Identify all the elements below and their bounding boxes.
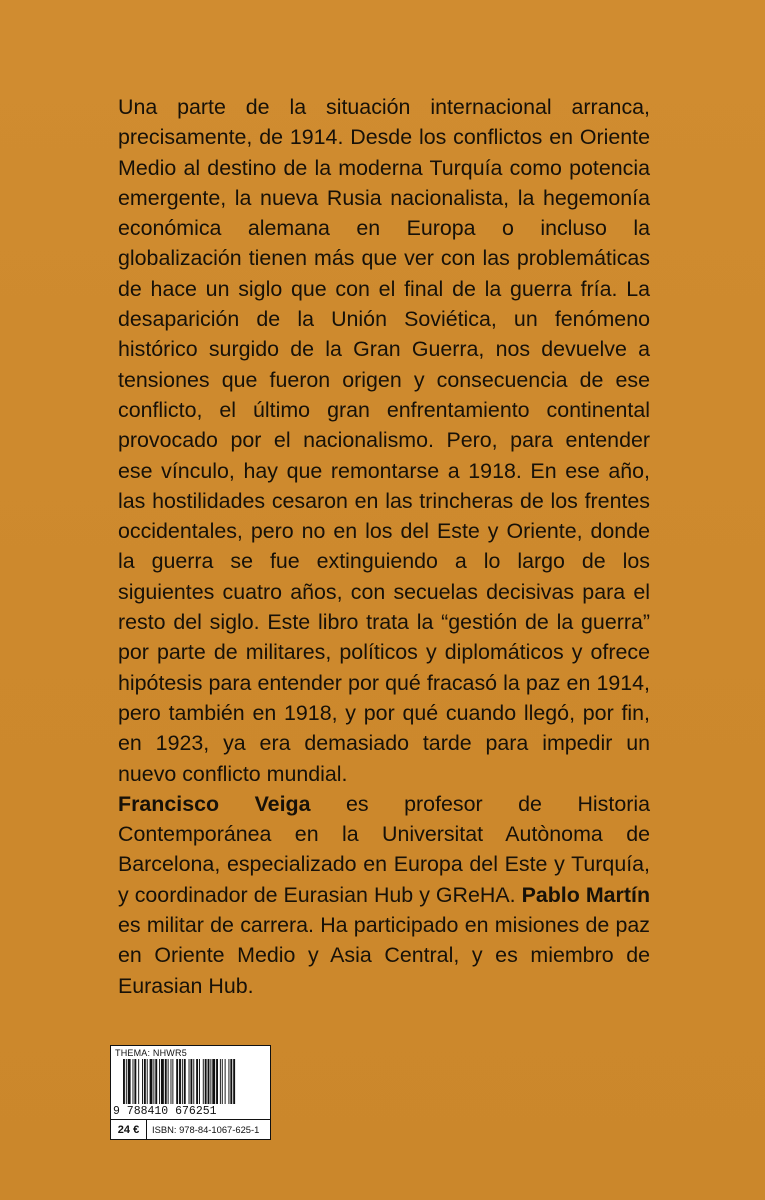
thema-code: THEMA: NHWR5 bbox=[115, 1048, 187, 1058]
barcode-bar bbox=[171, 1059, 172, 1104]
barcode-bar bbox=[134, 1059, 136, 1104]
barcode-bar bbox=[184, 1059, 186, 1104]
barcode-bar bbox=[161, 1059, 164, 1104]
barcode-bar bbox=[222, 1059, 223, 1104]
barcode-bar bbox=[144, 1059, 146, 1104]
barcode-bar bbox=[190, 1059, 192, 1104]
barcode-bar bbox=[220, 1059, 221, 1104]
barcode-bar bbox=[196, 1059, 198, 1104]
barcode-bar bbox=[210, 1059, 211, 1104]
barcode-bar bbox=[150, 1059, 153, 1104]
barcode-bar bbox=[212, 1059, 215, 1104]
author-bio-pablo-martin: es militar de carrera. Ha participado en misiones de paz en Oriente Medio y Asia Central, y es miembro de Eurasian Hub. bbox=[118, 913, 650, 998]
barcode-bar bbox=[199, 1059, 200, 1104]
barcode-bar bbox=[203, 1059, 204, 1104]
synopsis-paragraph: Una parte de la situación internacional arranca, precisamente, de 1914. Desde los conflictos en Oriente Medio al destino de la moderna Turquía como potencia emergente, la nueva Rusia nacionalista, la hegemonía económica alemana en Europa o incluso la globalización tienen más que ver con las problemáticas de hace un siglo que con el final de la guerra fría. La desaparición de la Unión Soviética, un fenómeno histórico surgido de la Gran Guerra, nos devuelve a tensiones que fueron origen y consecuencia de ese conflicto, el último gran enfrentamiento continental provocado por el nacionalismo. Pero, para entender ese vínculo, hay que remontarse a 1918. En ese año, las hostilidades cesaron en las trincheras de los frentes occidentales, pero no en los del Este y Oriente, donde la guerra se fue extinguiendo a lo largo de los siguientes cuatro años, con secuelas decisivas para el resto del siglo. Este libro trata la “gestión de la guerra” por parte de militares, políticos y diplomáticos y ofrece hipótesis para entender por qué fracasó la paz en 1914, pero también en 1918, y por qué cuando llegó, por fin, en 1923, ya era demasiado tarde para impedir un nuevo conflicto mundial. bbox=[118, 95, 650, 786]
barcode-bar bbox=[216, 1059, 218, 1104]
barcode-bar bbox=[205, 1059, 207, 1104]
barcode-bar bbox=[189, 1059, 190, 1104]
barcode-box bbox=[110, 1045, 271, 1140]
barcode-bar bbox=[138, 1059, 139, 1104]
barcode-bar bbox=[142, 1059, 143, 1104]
barcode-bar bbox=[168, 1059, 169, 1104]
barcode-bar bbox=[155, 1059, 157, 1104]
barcode-bar bbox=[176, 1059, 178, 1104]
barcode-icon bbox=[123, 1059, 265, 1104]
authors-paragraph bbox=[118, 789, 650, 1001]
author-name-pablo-martin: Pablo Martín bbox=[521, 882, 651, 907]
barcode-bar bbox=[172, 1059, 173, 1104]
barcode-bar bbox=[126, 1059, 127, 1104]
barcode-bar bbox=[153, 1059, 154, 1104]
author-name-francisco-veiga: Francisco Veiga bbox=[118, 791, 311, 816]
barcode-bar bbox=[208, 1059, 210, 1104]
barcode-bar bbox=[128, 1059, 131, 1104]
barcode-bar bbox=[233, 1059, 235, 1104]
ean-digits: 9 788410 676251 bbox=[113, 1105, 217, 1118]
barcode-bar bbox=[123, 1059, 125, 1104]
barcode-bar bbox=[165, 1059, 167, 1104]
barcode-bar bbox=[182, 1059, 183, 1104]
isbn-label: ISBN: 978-84-1067-625-1 bbox=[152, 1124, 260, 1135]
barcode-bar bbox=[133, 1059, 134, 1104]
blurb-text bbox=[118, 92, 650, 1001]
barcode-bar bbox=[193, 1059, 194, 1104]
barcode-bar bbox=[228, 1059, 229, 1104]
barcode-bar bbox=[159, 1059, 160, 1104]
barcode-bar bbox=[179, 1059, 181, 1104]
price-row bbox=[111, 1119, 270, 1139]
barcode-bar bbox=[225, 1059, 226, 1104]
barcode-bar bbox=[147, 1059, 148, 1104]
author-bio-francisco-veiga: es profesor de Historia Contemporánea en la Universitat Autònoma de Barcelona, especializado en Europa del Este y Turquía, y coordinador de Eurasian Hub y GReHA. bbox=[118, 791, 650, 907]
price-label: 24 € bbox=[111, 1120, 147, 1139]
barcode-bar bbox=[230, 1059, 232, 1104]
